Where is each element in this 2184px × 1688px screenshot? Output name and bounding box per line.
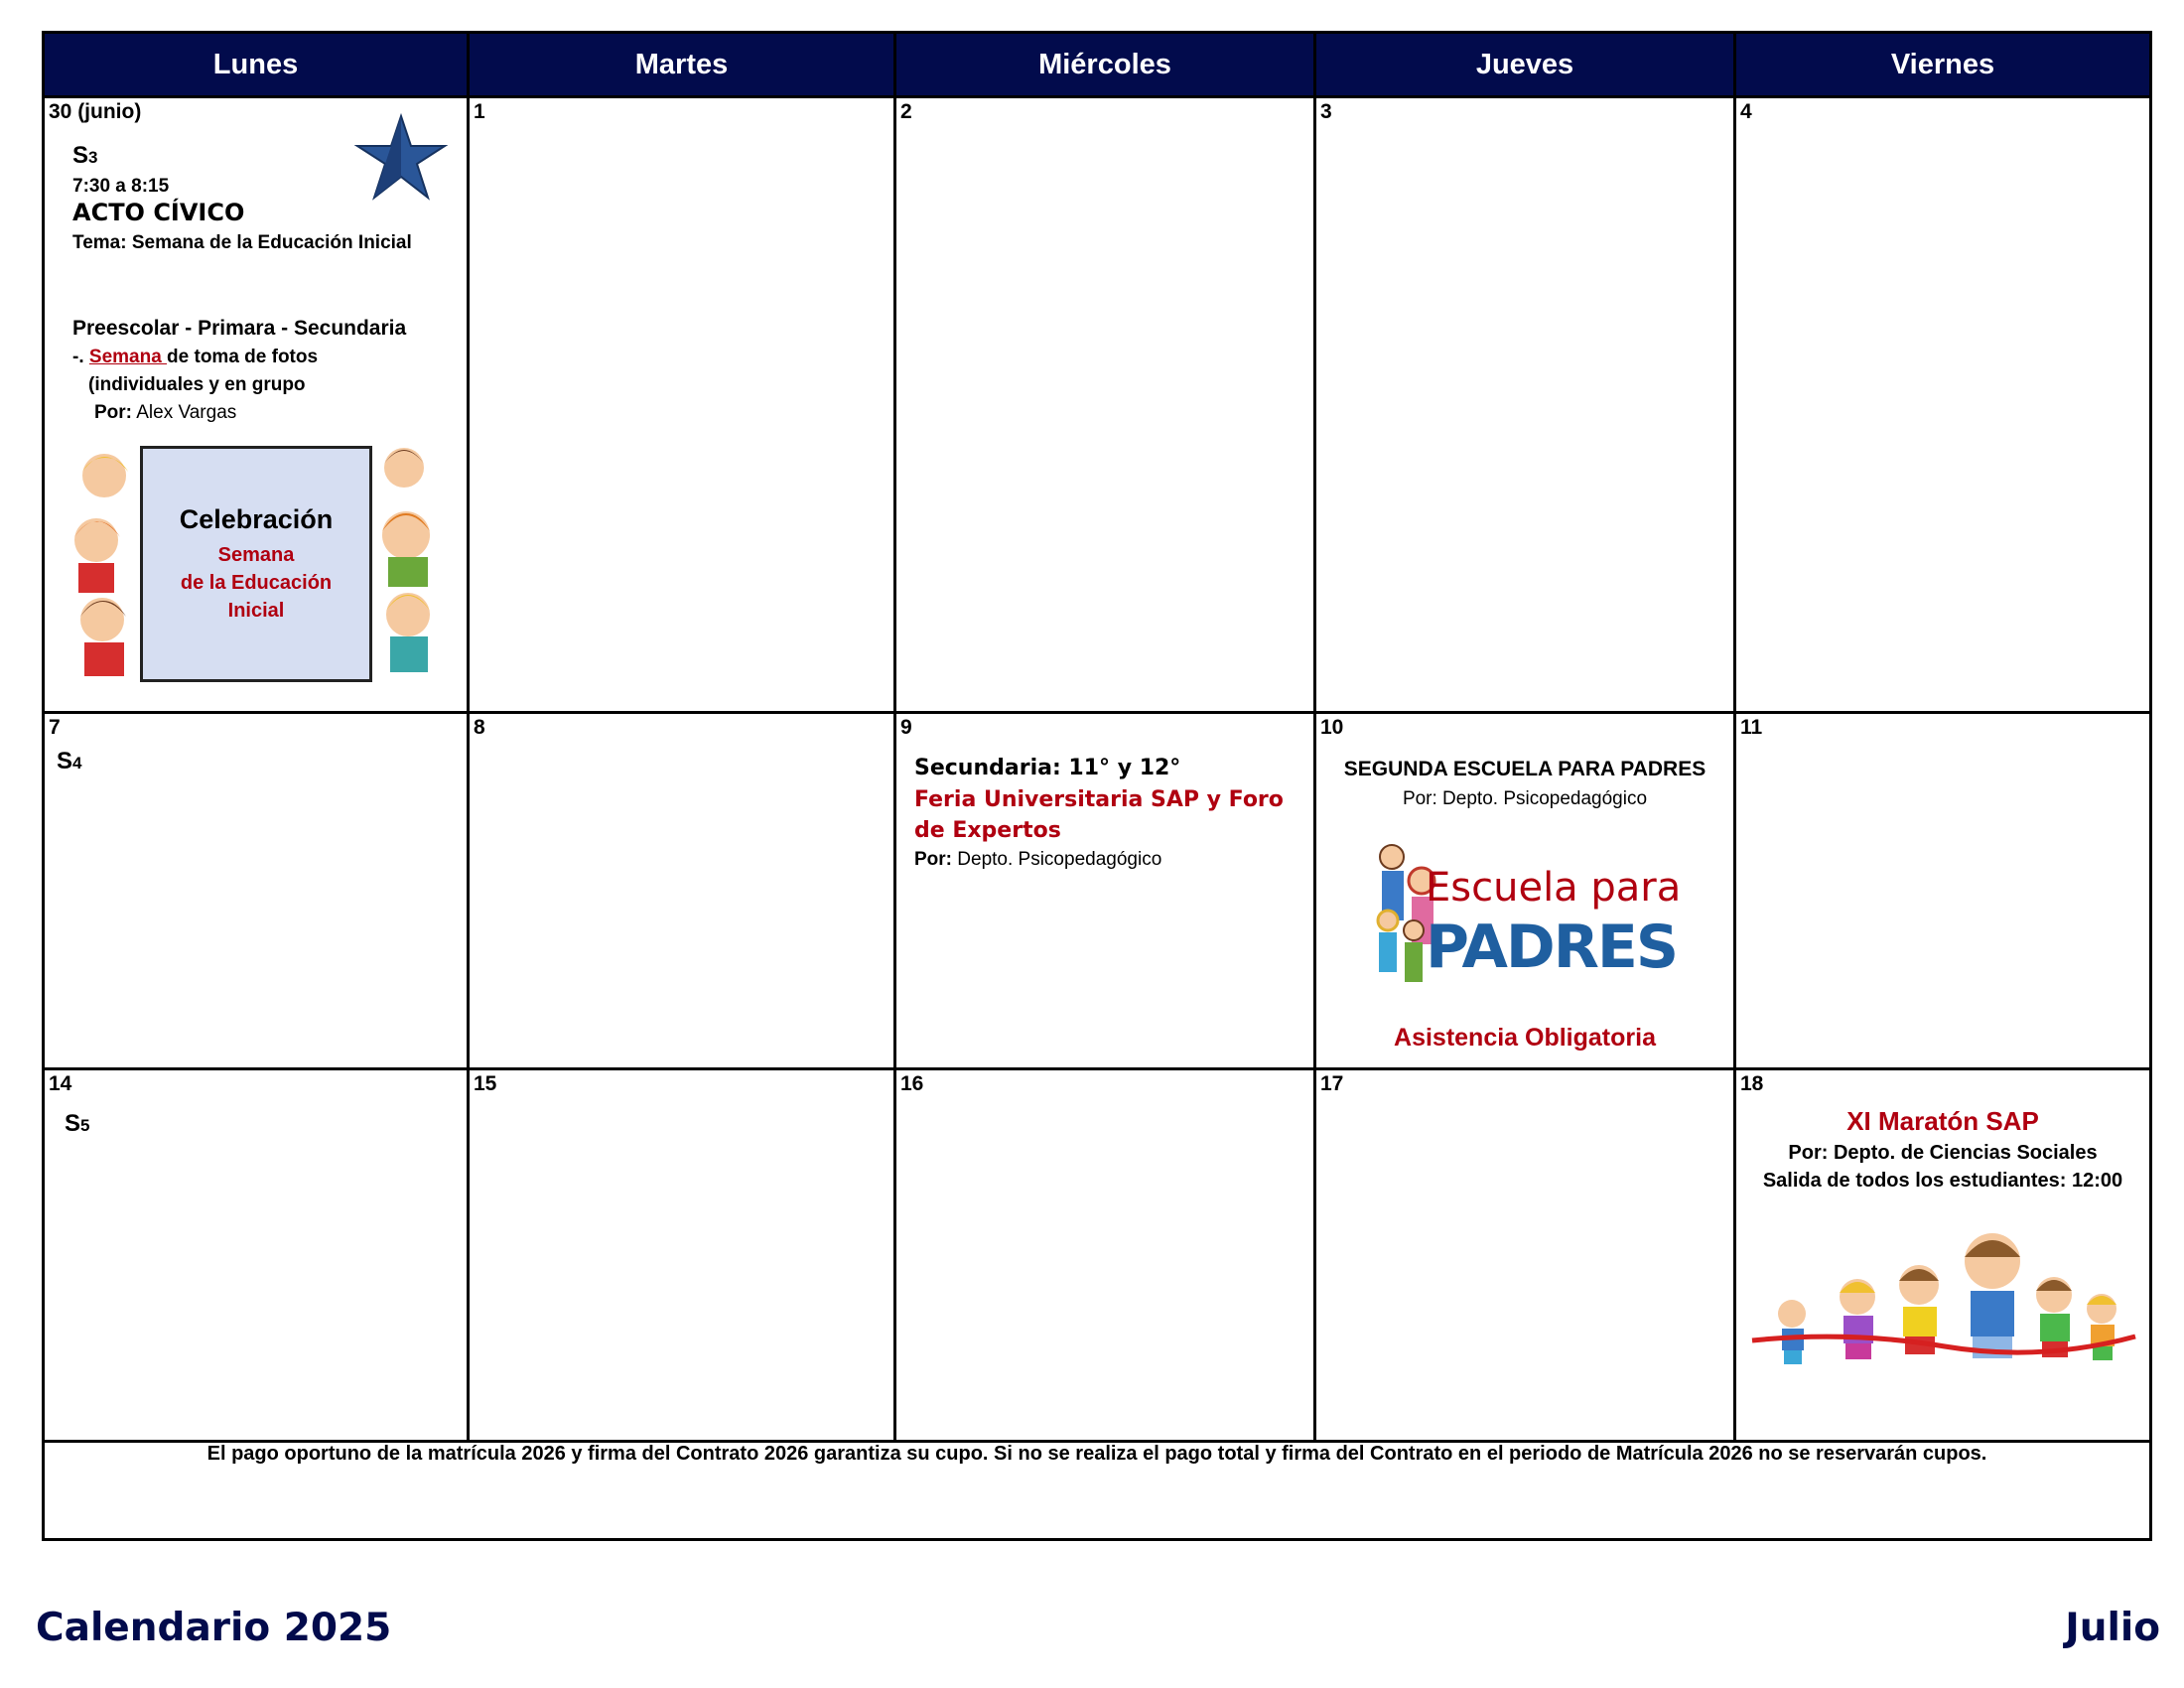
week-label: S5 [65, 1110, 90, 1137]
day-cell-jul-15 [469, 1069, 895, 1442]
footer-calendar-title: Calendario 2025 [36, 1606, 392, 1650]
day-cell-jul-16 [895, 1069, 1315, 1442]
day-cell-jul-18 [1735, 1069, 2151, 1442]
day-number: 8 [474, 716, 485, 739]
week-row-3 [44, 1069, 2151, 1442]
day-cell-jul-8 [469, 713, 895, 1069]
logo-line-2: PADRES [1426, 913, 1678, 982]
event-time: 7:30 a 8:15 [72, 176, 170, 197]
parents-school-logo [1374, 843, 1682, 1042]
week-row-2 [44, 713, 2151, 1069]
day-number: 4 [1740, 100, 1752, 123]
week-label: S3 [72, 142, 98, 169]
header-friday: Viernes [1735, 33, 2151, 97]
poster-line-2: de la Educación [180, 572, 333, 594]
poster-line-3: Inicial [227, 600, 285, 622]
day-number: 9 [900, 716, 912, 739]
footnote-row [44, 1442, 2151, 1540]
weekday-header-row [44, 33, 2151, 97]
week-row-1 [44, 97, 2151, 713]
logo-line-1: Escuela para [1426, 865, 1682, 911]
photo-week-link[interactable]: Semana [88, 347, 168, 367]
event-photo-detail: (individuales y en grupo [88, 374, 306, 395]
day-cell-jul-1 [469, 97, 895, 713]
event-theme: Tema: Semana de la Educación Inicial [72, 232, 412, 253]
day-number: 14 [49, 1072, 72, 1095]
fair-title-line-2: de Expertos [914, 818, 1061, 843]
day-number: 15 [474, 1072, 497, 1095]
poster-line-1: Semana [217, 544, 295, 566]
fair-audience: Secundaria: 11° y 12° [914, 756, 1181, 780]
day-cell-jul-10 [1315, 713, 1735, 1069]
day-cell-jul-17 [1315, 1069, 1735, 1442]
day-cell-jul-11 [1735, 713, 2151, 1069]
day-cell-jul-4 [1735, 97, 2151, 713]
event-title: ACTO CÍVICO [72, 199, 245, 226]
parents-school-by: Por: Depto. Psicopedagógico [1402, 788, 1648, 809]
marathon-dismissal: Salida de todos los estudiantes: 12:00 [1762, 1170, 2123, 1192]
day-number: 2 [900, 100, 912, 123]
day-cell-jul-2 [895, 97, 1315, 713]
runners-illustration [1750, 1219, 2137, 1428]
day-cell-jul-9 [895, 713, 1315, 1069]
header-thursday: Jueves [1315, 33, 1735, 97]
celebration-illustration [68, 446, 441, 684]
header-monday: Lunes [44, 33, 469, 97]
day-cell-jul-7 [44, 713, 469, 1069]
calendar-table [42, 31, 2152, 1541]
day-number: 30 (junio) [49, 100, 142, 123]
celebration-poster [140, 446, 372, 682]
header-tuesday: Martes [469, 33, 895, 97]
fair-by: Por: Depto. Psicopedagógico [914, 849, 1162, 870]
calendar-sheet [42, 31, 2149, 1541]
footer-month: Julio [2065, 1606, 2160, 1650]
star-icon [353, 112, 449, 202]
day-number: 16 [900, 1072, 924, 1095]
marathon-by: Por: Depto. de Ciencias Sociales [1788, 1142, 2098, 1164]
header-wednesday: Miércoles [895, 33, 1315, 97]
day-number: 11 [1740, 716, 1763, 739]
day-number: 18 [1740, 1072, 1764, 1095]
day-number: 10 [1320, 716, 1344, 739]
event-levels: Preescolar - Primara - Secundaria [72, 317, 407, 340]
day-number: 3 [1320, 100, 1332, 123]
parents-school-title: SEGUNDA ESCUELA PARA PADRES [1343, 758, 1706, 780]
day-number: 7 [49, 716, 61, 739]
attendance-note: Asistencia Obligatoria [1394, 1024, 1656, 1052]
day-cell-jul-3 [1315, 97, 1735, 713]
week-label: S4 [57, 748, 82, 774]
event-by: Por: Alex Vargas [94, 402, 237, 423]
day-number: 17 [1320, 1072, 1344, 1095]
fair-title-line-1: Feria Universitaria SAP y Foro [914, 787, 1284, 812]
marathon-title: XI Maratón SAP [1846, 1106, 2039, 1136]
event-photo-week: -. Semana de toma de fotos [72, 347, 319, 367]
poster-title: Celebración [179, 504, 334, 534]
enrollment-note: El pago oportuno de la matrícula 2026 y firma del Contrato 2026 garantiza su cupo. Si no se realiza el pago total y firma del Contrato en el periodo de Matrícula 2026 no se reservarán cupos. [44, 1442, 2151, 1540]
day-cell-jul-14 [44, 1069, 469, 1442]
day-cell-jun-30 [44, 97, 469, 713]
day-number: 1 [474, 100, 485, 123]
